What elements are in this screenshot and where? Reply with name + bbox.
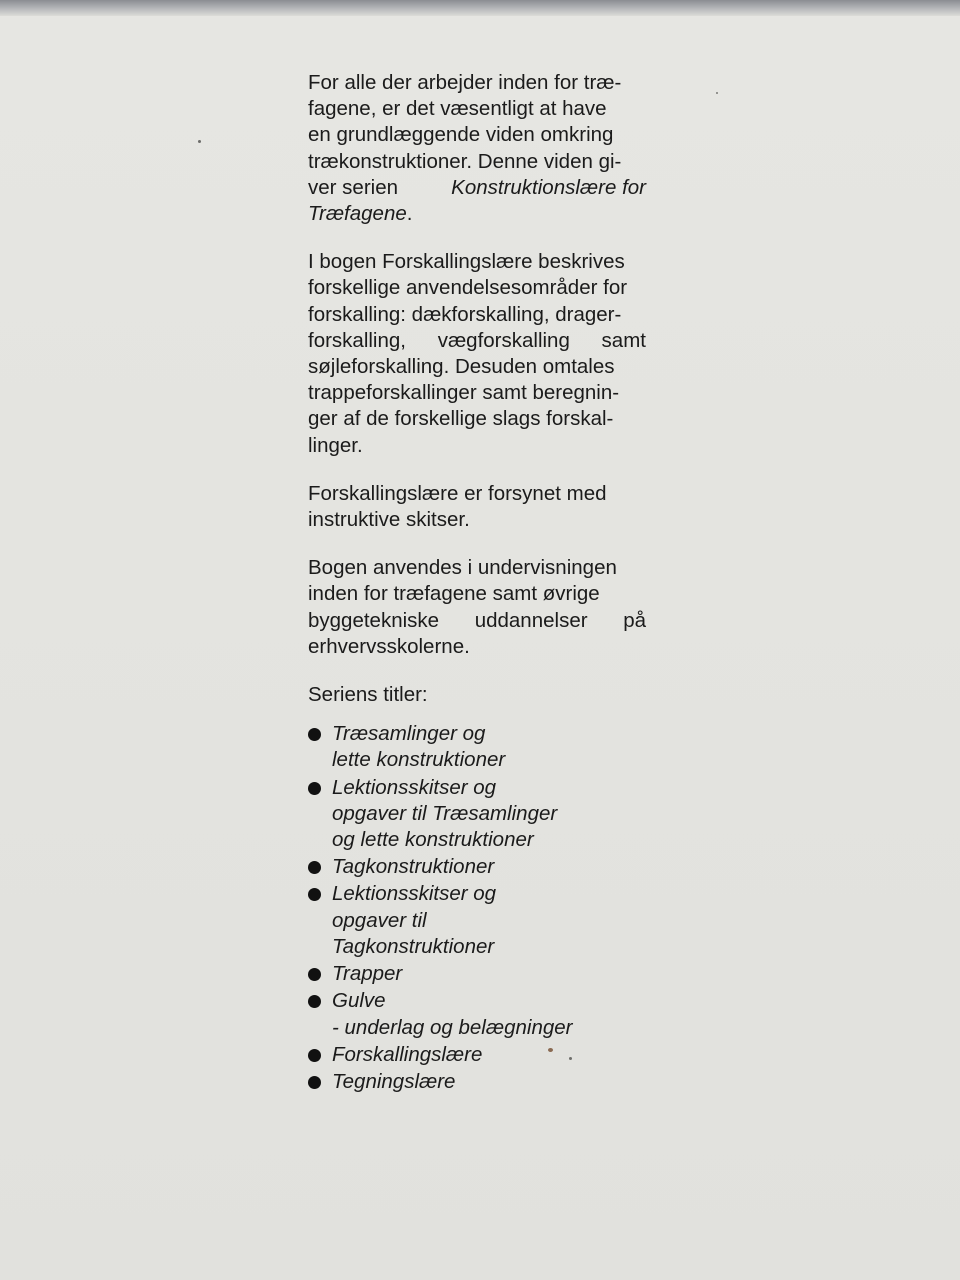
bullet-icon — [308, 888, 321, 901]
title-line: Lektionsskitser og — [332, 882, 497, 906]
text-line: Bogen anvendes i undervisningen — [308, 556, 617, 580]
title-line: Tagkonstruktioner — [332, 934, 495, 958]
title-line: Gulve — [332, 989, 386, 1013]
text-line: instruktive skitser. — [308, 508, 470, 532]
list-item — [308, 775, 646, 854]
bullet-icon — [308, 1076, 321, 1089]
title-line: Tagkonstruktioner — [332, 855, 495, 879]
usage-paragraph — [308, 555, 646, 660]
text-segment: . — [406, 202, 413, 226]
top-shadow-edge — [0, 0, 960, 16]
title-line: opgaver til — [332, 908, 427, 932]
title-line: Tegningslære — [332, 1069, 456, 1093]
word: forskalling, — [308, 328, 406, 352]
list-item — [308, 881, 646, 960]
list-item — [308, 721, 646, 773]
text-line — [308, 175, 646, 201]
paper-speck — [198, 140, 201, 143]
list-item — [308, 988, 646, 1040]
title-line: Forskallingslære — [332, 1042, 483, 1066]
bullet-icon — [308, 1049, 321, 1062]
series-titles-list — [308, 721, 646, 1095]
title-line: Træsamlinger og — [332, 722, 486, 746]
series-name-italic: Konstruktionslære for — [451, 175, 646, 199]
bullet-icon — [308, 861, 321, 874]
intro-paragraph — [308, 70, 646, 227]
text-line — [308, 608, 646, 634]
title-line: - underlag og belægninger — [332, 1015, 573, 1039]
text-line: søjleforskalling. Desuden omtales — [308, 355, 615, 379]
title-line: opgaver til Træsamlinger — [332, 801, 558, 825]
bullet-icon — [308, 782, 321, 795]
list-item — [308, 961, 646, 987]
text-line — [308, 201, 646, 227]
text-line: forskalling: dækforskalling, drager- — [308, 302, 622, 326]
text-line: For alle der arbejder inden for træ- — [308, 71, 622, 94]
text-line: trappeforskallinger samt beregnin- — [308, 381, 620, 405]
text-line: en grundlæggende viden omkring — [308, 123, 614, 147]
bullet-icon — [308, 728, 321, 741]
list-item — [308, 854, 646, 880]
word: vægforskalling — [437, 328, 570, 352]
illustrations-paragraph — [308, 481, 646, 533]
content-paragraph — [308, 249, 646, 459]
text-line: fagene, er det væsentligt at have — [308, 97, 607, 121]
title-line: Lektionsskitser og — [332, 775, 497, 799]
text-line: forskellige anvendelsesområder for — [308, 276, 628, 300]
title-line: Trapper — [332, 962, 403, 986]
bullet-icon — [308, 968, 321, 981]
word: uddannelser — [474, 608, 588, 632]
word: byggetekniske — [308, 608, 440, 632]
text-line: Forskallingslære er forsynet med — [308, 481, 607, 505]
paper-speck — [716, 92, 718, 94]
list-item — [308, 1069, 646, 1095]
text-line: I bogen Forskallingslære beskrives — [308, 250, 625, 274]
word: samt — [601, 328, 646, 352]
text-line — [308, 328, 646, 354]
text-line: inden for træfagene samt øvrige — [308, 582, 600, 606]
title-line: lette konstruktioner — [332, 748, 506, 772]
description-text-column — [308, 70, 646, 1096]
text-line: trækonstruktioner. Denne viden gi- — [308, 149, 622, 173]
text-line: linger. — [308, 433, 363, 457]
title-line: og lette konstruktioner — [332, 828, 534, 852]
text-line: ger af de forskellige slags forskal- — [308, 407, 614, 431]
series-heading: Seriens titler: — [308, 683, 428, 707]
word: på — [623, 608, 646, 632]
text-segment: ver serien — [308, 175, 399, 199]
series-name-italic: Træfagene — [308, 202, 407, 226]
list-item — [308, 1042, 646, 1068]
text-line: erhvervsskolerne. — [308, 634, 470, 658]
bullet-icon — [308, 995, 321, 1008]
